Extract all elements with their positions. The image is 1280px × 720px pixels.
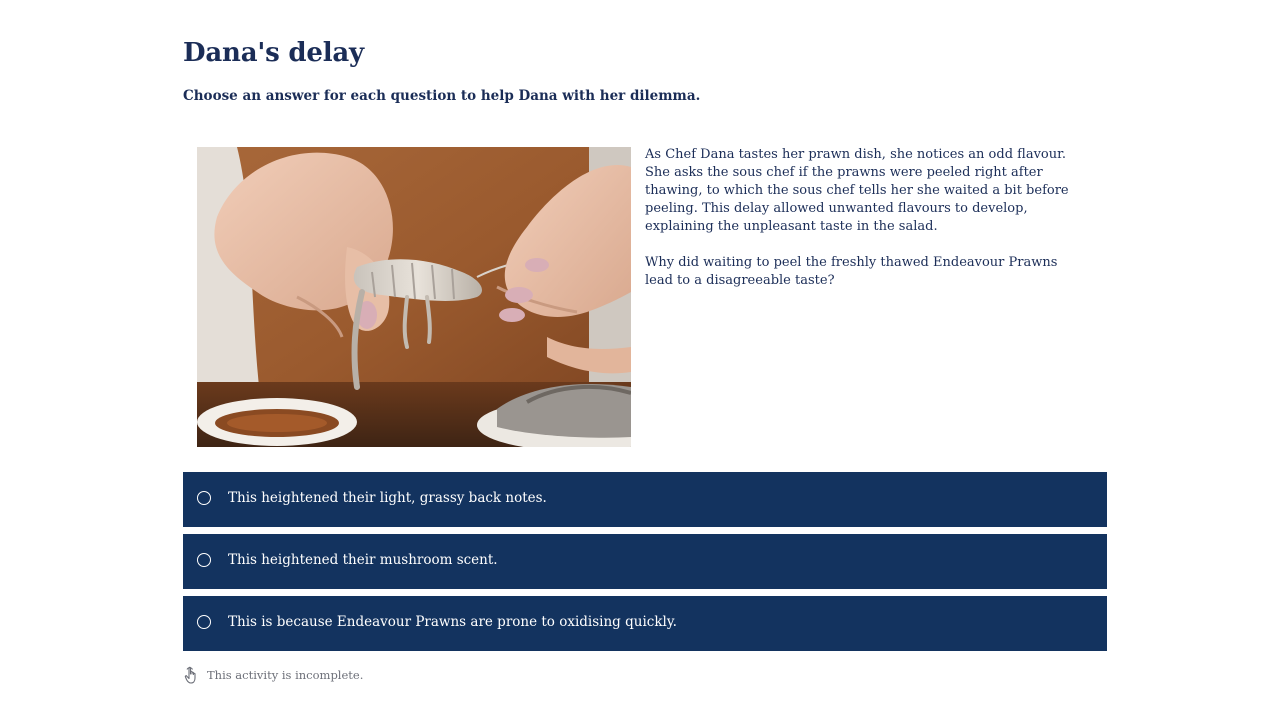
radio-icon[interactable] bbox=[197, 491, 211, 505]
answer-options bbox=[183, 472, 1107, 658]
radio-icon[interactable] bbox=[197, 553, 211, 567]
answer-option-3[interactable] bbox=[183, 596, 1107, 651]
question-text: Why did waiting to peel the freshly thawed Endeavour Prawns lead to a disagreeable taste? bbox=[645, 255, 1058, 288]
answer-option-1[interactable] bbox=[183, 472, 1107, 527]
answer-option-2[interactable] bbox=[183, 534, 1107, 589]
page-title: Dana's delay bbox=[183, 38, 364, 68]
scenario-text bbox=[645, 146, 1085, 308]
answer-option-label: This is because Endeavour Prawns are prone to oxidising quickly. bbox=[228, 614, 677, 630]
prawn-peeling-photo bbox=[197, 147, 631, 447]
scenario-paragraph: As Chef Dana tastes her prawn dish, she notices an odd flavour. She asks the sous chef if the prawns were peeled right after thawing, to which the sous chef tells her she waited a bit before peeling. This delay allowed unwanted flavours to develop, explaining the unpleasant taste in the salad. bbox=[645, 147, 1069, 234]
touch-hand-icon bbox=[183, 666, 199, 684]
completion-status bbox=[183, 666, 363, 684]
completion-status-text: This activity is incomplete. bbox=[207, 668, 364, 682]
radio-icon[interactable] bbox=[197, 615, 211, 629]
instructions: Choose an answer for each question to help Dana with her dilemma. bbox=[183, 88, 701, 104]
answer-option-label: This heightened their light, grassy back notes. bbox=[228, 490, 547, 506]
answer-option-label: This heightened their mushroom scent. bbox=[228, 552, 498, 568]
